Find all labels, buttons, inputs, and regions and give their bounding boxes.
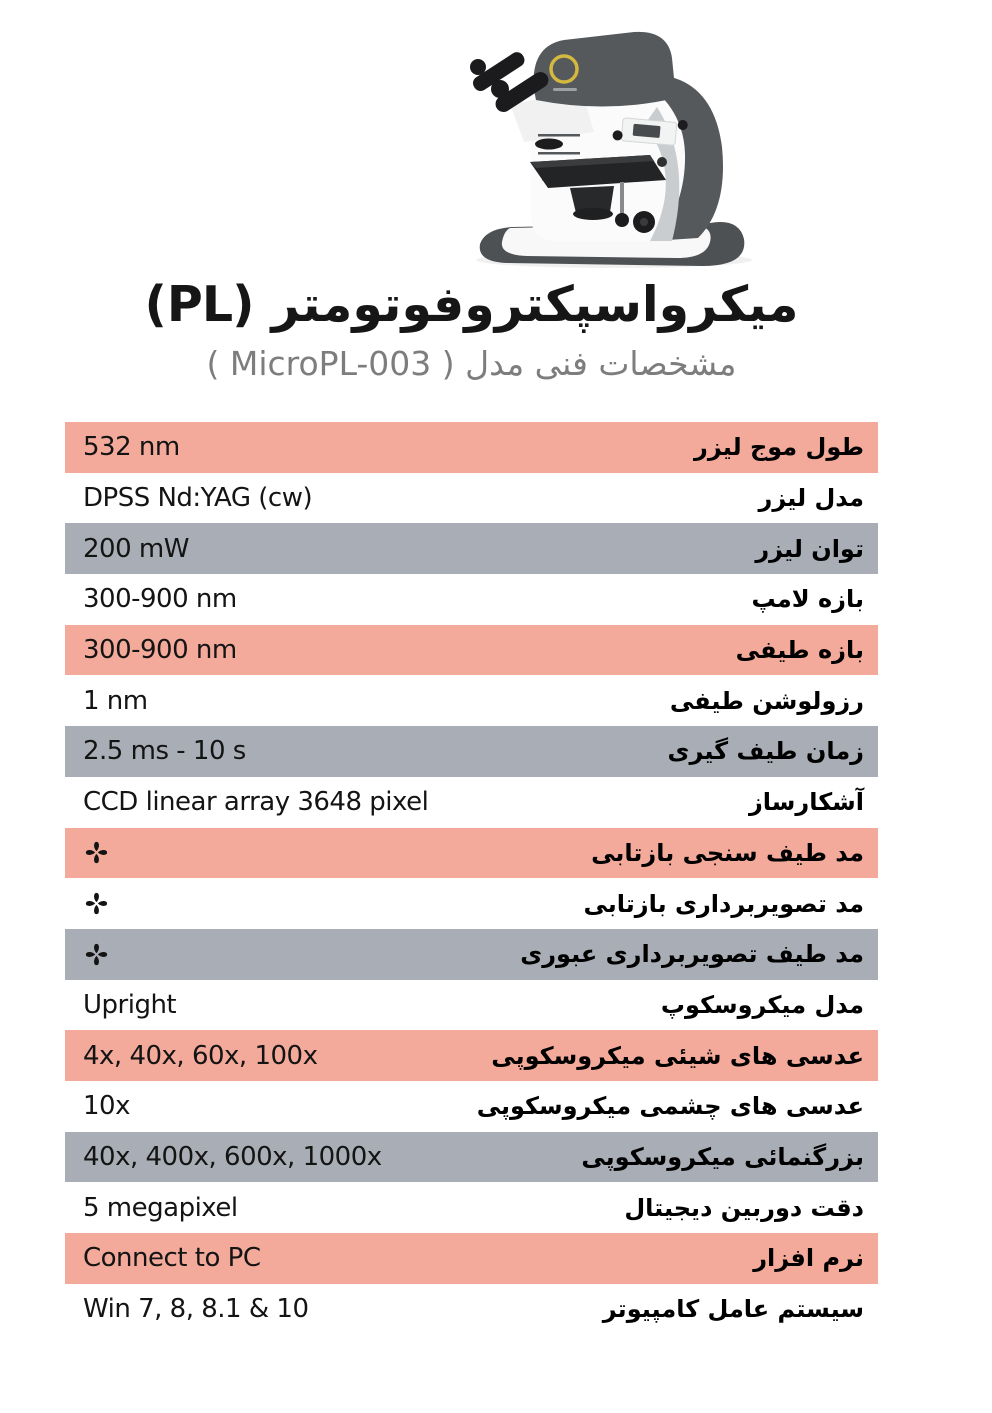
spec-label: طول موج لیزر — [694, 433, 864, 462]
subtitle-fa: مشخصات فنی مدل — [465, 344, 737, 383]
spec-value: 2.5 ms - 10 s — [83, 736, 246, 767]
spec-table-row — [65, 523, 878, 574]
spec-value: 200 mW — [83, 533, 189, 564]
condenser-rod — [620, 182, 624, 216]
subtitle-model-number: ( MicroPL-003 ) — [206, 344, 455, 383]
spec-label: آشکارساز — [748, 788, 864, 817]
spec-table-row — [65, 1132, 878, 1183]
spec-value: 300-900 nm — [83, 635, 237, 666]
spec-table-row — [65, 878, 878, 929]
spec-value: Upright — [83, 989, 177, 1020]
page-subtitle — [65, 344, 878, 383]
spec-label: بزرگنمائی میکروسکوپی — [581, 1142, 864, 1171]
spec-label: مدل میکروسکوپ — [660, 990, 864, 1019]
four-petal-check-icon — [83, 890, 110, 917]
spec-table-row — [65, 422, 878, 473]
spec-label: سیستم عامل کامپیوتر — [602, 1295, 864, 1324]
spec-label: دقت دوربین دیجیتال — [624, 1193, 864, 1222]
spec-table-row — [65, 1233, 878, 1284]
spec-label: مد طیف تصویربرداری عبوری — [520, 940, 864, 969]
four-petal-check-icon — [83, 941, 110, 968]
small-knob — [615, 213, 629, 227]
spec-value: DPSS Nd:YAG (cw) — [83, 483, 313, 514]
spec-label: نرم افزار — [753, 1244, 864, 1273]
spec-value — [65, 941, 110, 968]
spec-label: عدسی های چشمی میکروسکوپی — [476, 1092, 864, 1121]
spec-value: 300-900 nm — [83, 584, 237, 615]
spec-table-row — [65, 929, 878, 980]
spec-label: مد تصویربرداری بازتابی — [583, 889, 864, 918]
spec-table-row — [65, 1030, 878, 1081]
spec-label: توان لیزر — [755, 534, 864, 563]
spec-table-row — [65, 625, 878, 676]
microscope-head — [534, 32, 676, 107]
spec-value: 40x, 400x, 600x, 1000x — [83, 1141, 382, 1172]
spec-table-row — [65, 1182, 878, 1233]
spec-label: رزولوشن طیفی — [669, 686, 864, 715]
brand-text — [553, 88, 577, 91]
spec-label: عدسی های شیئی میکروسکوپی — [491, 1041, 864, 1070]
body-screw — [657, 157, 667, 167]
spec-label: بازه لامپ — [751, 585, 864, 614]
spec-value — [65, 839, 110, 866]
spec-table-row — [65, 574, 878, 625]
spec-table-row — [65, 675, 878, 726]
page-title: میکرواسپکتروفوتومتر (PL) — [144, 276, 799, 333]
spec-table-row — [65, 777, 878, 828]
spec-table-row — [65, 828, 878, 879]
spec-table — [65, 422, 878, 1334]
spec-table-row — [65, 473, 878, 524]
four-petal-check-icon — [83, 839, 110, 866]
spec-table-row — [65, 1284, 878, 1335]
spec-value: Win 7, 8, 8.1 & 10 — [83, 1294, 309, 1325]
spec-value: 4x, 40x, 60x, 100x — [83, 1040, 318, 1071]
microscope-illustration — [452, 12, 770, 272]
spec-value: Connect to PC — [83, 1243, 261, 1274]
spec-value: 532 nm — [83, 432, 180, 463]
spec-value: 10x — [83, 1091, 130, 1122]
focus-knob-center — [640, 218, 648, 226]
condenser-lens — [573, 208, 613, 220]
spec-label: زمان طیف گیری — [667, 737, 864, 766]
spec-label: مد طیف سنجی بازتابی — [591, 838, 864, 867]
spec-value: 5 megapixel — [83, 1192, 238, 1223]
spec-value: CCD linear array 3648 pixel — [83, 787, 429, 818]
spec-label: مدل لیزر — [758, 484, 864, 513]
spec-table-row — [65, 980, 878, 1031]
spec-value: 1 nm — [83, 685, 148, 716]
spec-label: بازه طیفی — [735, 636, 864, 665]
spec-table-row — [65, 726, 878, 777]
spec-value — [65, 890, 110, 917]
spec-table-row — [65, 1081, 878, 1132]
